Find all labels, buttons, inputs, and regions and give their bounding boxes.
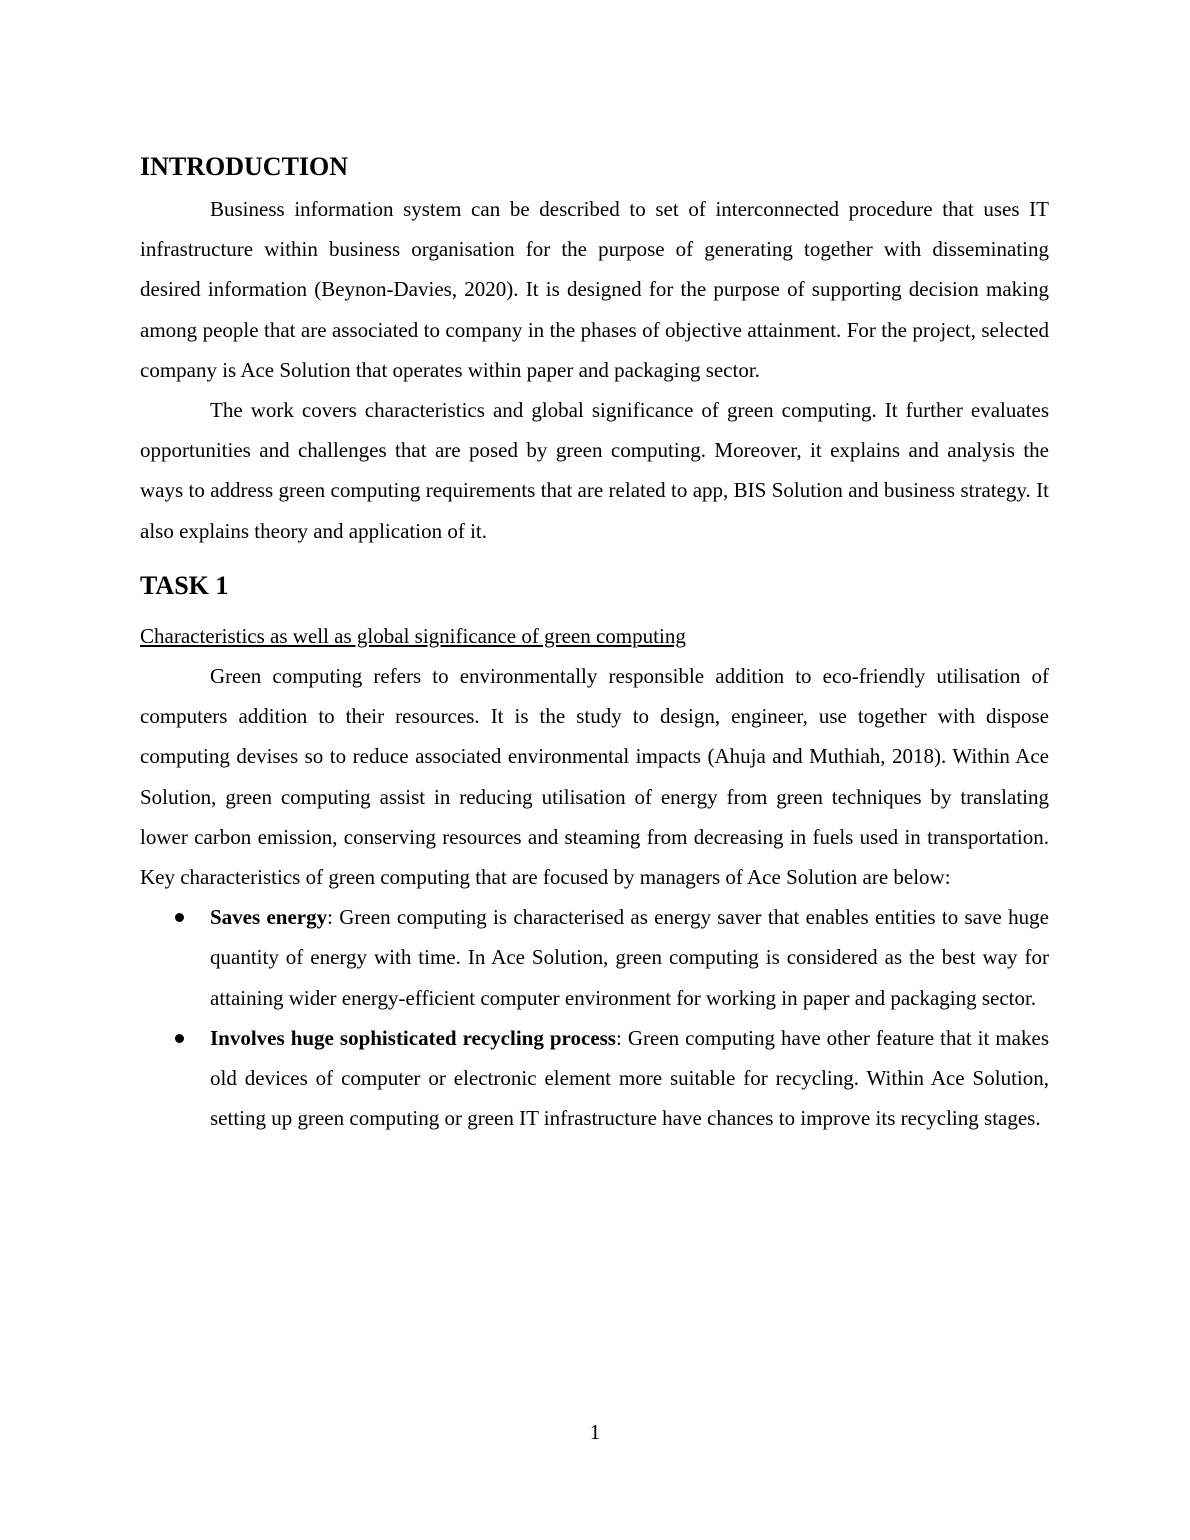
characteristics-list [140, 897, 1049, 1138]
bullet-title: Involves huge sophisticated recycling process [210, 1025, 616, 1050]
introduction-paragraph-1: Business information system can be described to set of interconnected procedure that uses IT infrastructure within business organisation for the purpose of generating together with disseminating desired information (Beynon-Davies, 2020). It is designed for the purpose of supporting decision making among people that are associated to company in the phases of objective attainment. For the project, selected company is Ace Solution that operates within paper and packaging sector. [140, 197, 1049, 382]
task1-paragraph: Green computing refers to environmentally responsible addition to eco-friendly utilisation of computers addition to their resources. It is the study to design, engineer, use together with dispose computing devises so to reduce associated environmental impacts (Ahuja and Muthiah, 2018). Within Ace Solution, green computing assist in reducing utilisation of energy from green techniques by translating lower carbon emission, conserving resources and steaming from decreasing in fuels used in transportation. Key characteristics of green computing that are focused by managers of Ace Solution are below: [140, 664, 1049, 890]
task1-heading: TASK 1 [140, 570, 229, 600]
bullet-icon [175, 1034, 184, 1043]
page-number: 1 [589, 1420, 601, 1444]
bullet-text: : Green computing is characterised as energy saver that enables entities to save huge quantity of energy with time. In Ace Solution, green computing is considered as the best way for attaining wider energy-efficient computer environment for working in paper and packaging sector. [210, 905, 1049, 1010]
bullet-icon [175, 913, 184, 922]
list-item [140, 897, 1049, 1018]
introduction-paragraph-2: The work covers characteristics and global significance of green computing. It further evaluates opportunities and challenges that are posed by green computing. Moreover, it explains and analysis the ways to address green computing requirements that are related to app, BIS Solution and business strategy. It also explains theory and application of it. [140, 398, 1049, 543]
list-item [140, 1018, 1049, 1139]
bullet-title: Saves energy [210, 905, 328, 930]
document-page [140, 145, 1049, 1138]
task1-subheading: Characteristics as well as global significance of green computing [140, 623, 686, 648]
introduction-heading: INTRODUCTION [140, 152, 349, 181]
bullet-text: : Green computing have other feature that it makes old devices of computer or electronic element more suitable for recycling. Within Ace Solution, setting up green computing or green IT infrastructure have chances to improve its recycling stages. [210, 1025, 1049, 1131]
